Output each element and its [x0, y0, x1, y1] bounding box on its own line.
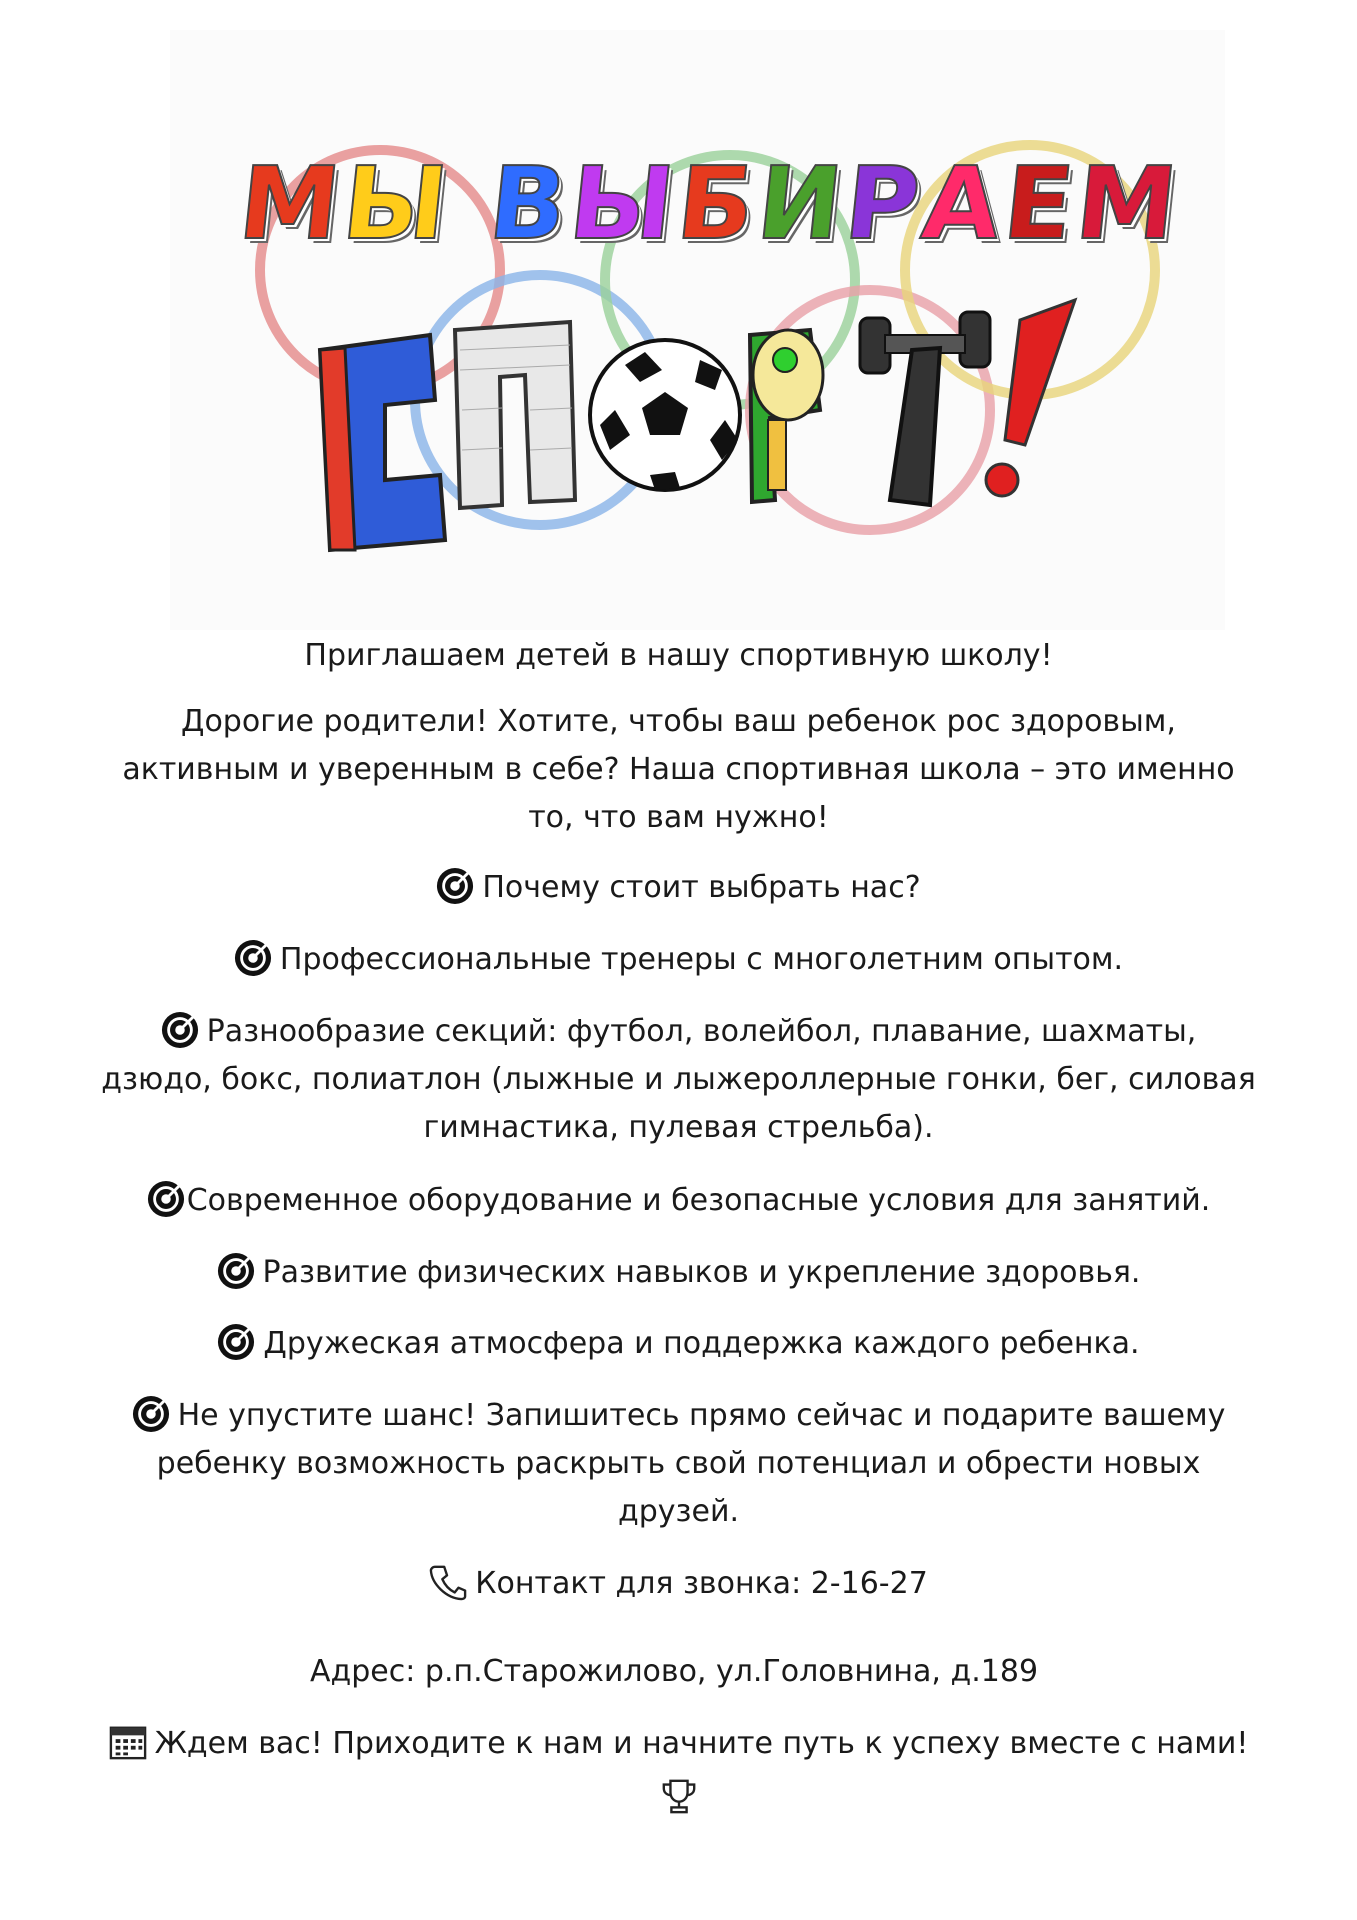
atmosphere-text: Дружеская атмосфера и поддержка каждого ребенка. — [263, 1326, 1140, 1361]
target-icon — [132, 1395, 170, 1433]
title-letter: М — [1070, 145, 1187, 262]
trophy-line — [0, 1774, 1357, 1822]
title-letter: Ы — [564, 145, 684, 262]
atmosphere-line — [0, 1320, 1357, 1368]
invite-text: Приглашаем детей в нашу спортивную школу! — [304, 638, 1053, 673]
coaches-text: Профессиональные тренеры с многолетним опытом. — [279, 942, 1124, 977]
title-letter: Ы — [337, 145, 458, 262]
sections-paragraph — [0, 1008, 1357, 1152]
sections-text: Разнообразие секций: футбол, волейбол, плавание, шахматы, — [206, 1014, 1197, 1049]
intro-paragraph — [0, 698, 1357, 842]
intro-line: Дорогие родители! Хотите, чтобы ваш ребенок рос здоровым, — [181, 704, 1176, 739]
contact-line — [0, 1560, 1357, 1608]
why-text: Почему стоит выбрать нас? — [482, 870, 921, 905]
banner-title — [234, 145, 1187, 262]
target-icon — [161, 1011, 199, 1049]
phone-icon — [429, 1563, 467, 1601]
title-letter: Б — [671, 145, 765, 262]
title-letter: И — [751, 145, 852, 262]
coaches-line — [0, 936, 1357, 984]
target-icon — [217, 1252, 255, 1290]
closing-line — [0, 1720, 1357, 1768]
banner-artwork — [170, 30, 1225, 630]
equipment-line — [0, 1177, 1357, 1225]
chance-paragraph — [0, 1392, 1357, 1536]
chance-text: Не упустите шанс! Запишитесь прямо сейчас и подарите вашему — [177, 1398, 1226, 1433]
title-letter: М — [233, 145, 350, 262]
closing-text: Ждем вас! Приходите к нам и начните путь к успеху вместе с нами! — [154, 1726, 1249, 1761]
equipment-text: Современное оборудование и безопасные условия для занятий. — [186, 1183, 1211, 1218]
why-line — [0, 864, 1357, 912]
title-letter: Р — [839, 145, 930, 262]
letter-p-goal — [455, 322, 575, 508]
target-icon — [436, 867, 474, 905]
sections-line: дзюдо, бокс, полиатлон (лыжные и лыжероллерные гонки, бег, силовая — [101, 1062, 1256, 1097]
chance-line: друзей. — [618, 1494, 739, 1529]
sections-line: гимнастика, пулевая стрельба). — [423, 1110, 934, 1145]
development-text: Развитие физических навыков и укрепление здоровья. — [262, 1255, 1141, 1290]
development-line — [0, 1249, 1357, 1297]
address-line — [310, 1648, 1038, 1696]
letter-r-racket — [750, 330, 823, 502]
title-letter: А — [916, 145, 1011, 262]
trophy-icon — [660, 1777, 698, 1815]
contact-text: Контакт для звонка: 2-16-27 — [475, 1566, 928, 1601]
sections-line — [0, 1008, 1357, 1056]
title-letter: Е — [998, 145, 1083, 262]
title-banner — [170, 30, 1225, 630]
intro-line: активным и уверенным в себе? Наша спортивная школа – это именно — [122, 752, 1235, 787]
target-icon — [234, 939, 272, 977]
title-letter: В — [483, 145, 577, 262]
exclamation-mark — [986, 300, 1075, 496]
chance-line: ребенку возможность раскрыть свой потенциал и обрести новых — [156, 1446, 1201, 1481]
invite-line — [0, 632, 1357, 680]
target-icon — [147, 1180, 185, 1218]
calendar-icon — [109, 1723, 147, 1761]
chance-line — [0, 1392, 1357, 1440]
letter-o-ball — [590, 340, 740, 490]
address-text: Адрес: р.п.Старожилово, ул.Головнина, д.189 — [310, 1654, 1039, 1689]
target-icon — [217, 1323, 255, 1361]
intro-line: то, что вам нужно! — [528, 800, 829, 835]
